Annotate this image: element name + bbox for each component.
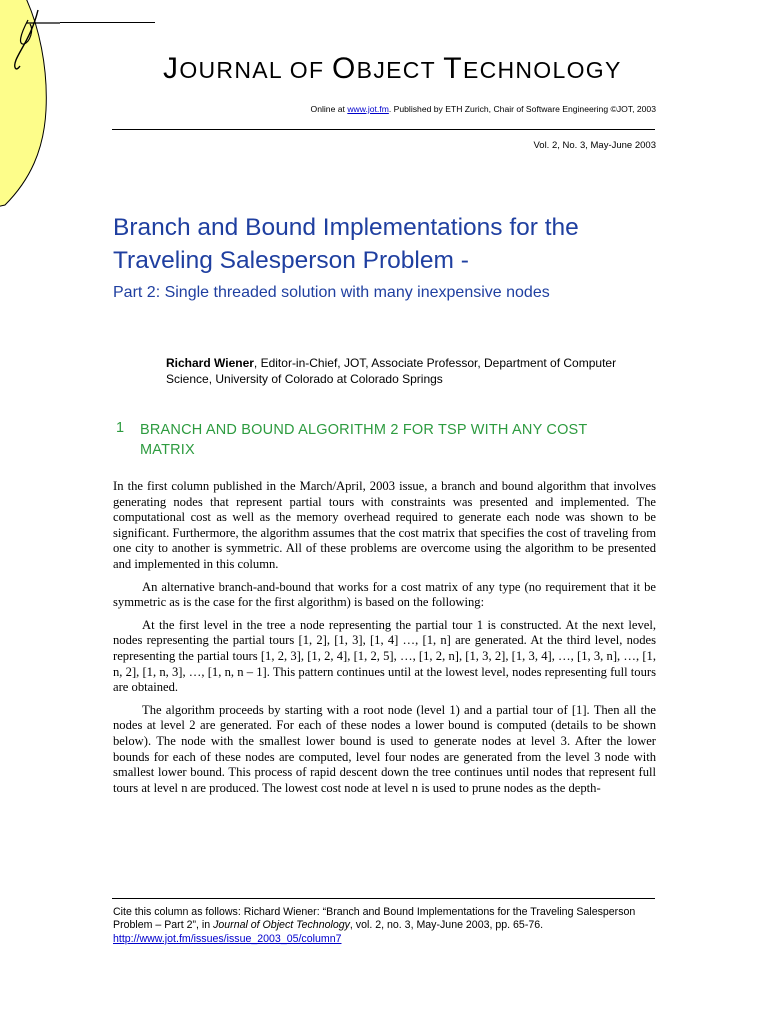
journal-name-part-ournal-of: OURNAL OF: [179, 57, 333, 83]
journal-name: [163, 52, 622, 86]
author-name: Richard Wiener: [166, 356, 254, 370]
online-suffix: . Published by ETH Zurich, Chair of Software Engineering ©JOT, 2003: [388, 104, 656, 114]
article-title: Branch and Bound Implementations for the Traveling Salesperson Problem -: [113, 214, 579, 274]
body-paragraph: In the first column published in the March/April, 2003 issue, a branch and bound algorithm that involves generating nodes that represent partial tours with constraints was presented and implemented. The computational cost as well as the memory overhead required to generate each node was shown to be significant. Furthermore, the algorithm assumes that the cost matrix that specifies the cost of traveling from one city to another is symmetric. All of these problems are overcome using the algorithm to be presented and implemented in this column.: [113, 479, 656, 571]
citation-journal: Journal of Object Technology: [213, 919, 350, 932]
section-number: 1: [116, 420, 125, 436]
footnote-divider: [112, 898, 655, 899]
journal-name-part-echnology: ECHNOLOGY: [462, 57, 622, 83]
citation-suffix: , vol. 2, no. 3, May-June 2003, pp. 65-76.: [349, 919, 544, 932]
header-divider: [112, 129, 655, 130]
citation-link[interactable]: http://www.jot.fm/issues/issue_2003_05/column7: [113, 932, 342, 945]
body-paragraph: The algorithm proceeds by starting with a root node (level 1) and a partial tour of [1]. Then all the nodes at level 2 are generated. For each of these nodes a lower bound is computed (details to be shown below). The node with the smallest lower bound is used to generate nodes at level 3. After the lower bounds for each of these nodes are computed, level four nodes are generated from the level 3 node with smallest lower bound. This process of rapid descent down the tree continues until nodes that represent full tours at level n are produced. The lowest cost node at level n is used to prune nodes as the depth-: [113, 702, 656, 795]
journal-name-initial-j: J: [163, 52, 180, 85]
journal-name-part-bject: BJECT: [356, 57, 444, 83]
article-subtitle: Part 2: Single threaded solution with many inexpensive nodes: [113, 284, 550, 301]
jot-logo: [0, 0, 60, 215]
journal-name-initial-o: O: [332, 52, 357, 85]
journal-name-initial-t: T: [443, 52, 463, 85]
online-prefix: Online at: [310, 104, 348, 114]
logo-signature-line: [60, 22, 155, 23]
volume-info: Vol. 2, No. 3, May-June 2003: [533, 140, 656, 151]
body-paragraph: An alternative branch-and-bound that works for a cost matrix of any type (no requirement that it be symmetric as is the case for the first algorithm) is based on the following:: [113, 579, 656, 610]
author-affiliation: , Editor-in-Chief, JOT, Associate Professor, Department of Computer Science, University of Colorado at Colorado Springs: [166, 356, 617, 386]
citation-prefix: Cite this column as follows: Richard Wiener: “Branch and Bound Implementations for the Traveling Salesperson Problem – Part 2”, in: [113, 906, 636, 932]
article-body: [113, 479, 656, 803]
section-heading: BRANCH AND BOUND ALGORITHM 2 FOR TSP WITH ANY COST MATRIX: [140, 422, 588, 458]
body-paragraph: At the first level in the tree a node representing the partial tour 1 is constructed. At the next level, nodes representing the partial tours [1, 2], [1, 3], [1, 4] …, [1, n] are generated. At the third level, nodes representing the partial tours [1, 2, 3], [1, 2, 4], [1, 2, 5], …, [1, 2, n], [1, 3, 2], [1, 3, 4], …, [1, 3, n], …, [1, n, 2], [1, n, 3], …, [1, n, n – 1]. This pattern continues until at the lowest level, nodes representing full tours are obtained.: [113, 617, 656, 695]
author-block: [166, 355, 636, 387]
citation-footnote: [113, 906, 656, 946]
journal-website-link[interactable]: www.jot.fm: [347, 104, 389, 114]
publication-info: [252, 104, 656, 114]
